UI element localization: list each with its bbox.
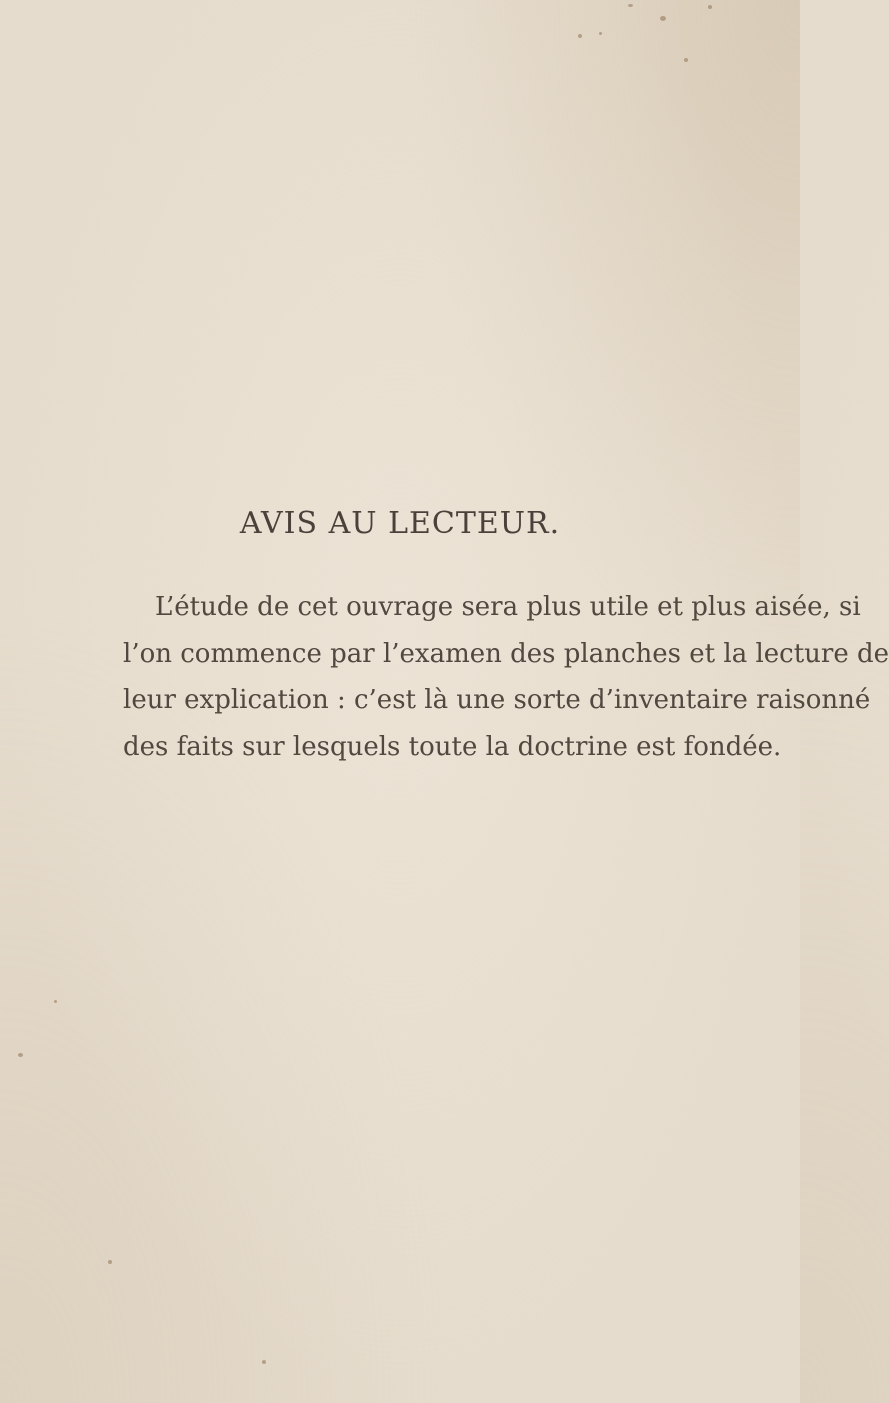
paper-speck (599, 32, 602, 35)
paper-speck (684, 58, 688, 62)
page-heading: AVIS AU LECTEUR. (239, 506, 561, 541)
paragraph-line: l’on commence par l’examen des planches et la lecture de (123, 638, 889, 669)
paper-speck (578, 34, 582, 38)
paragraph-line: leur explication : c’est là une sorte d’inventaire raisonné (123, 685, 871, 715)
paper-speck (708, 5, 712, 9)
paper-speck (54, 1000, 57, 1003)
paper-speck (262, 1360, 266, 1364)
paper-speck (628, 4, 633, 7)
notice-paragraph (123, 584, 889, 770)
paper-speck (660, 16, 666, 21)
paragraph-line: des faits sur lesquels toute la doctrine est fondée. (123, 731, 782, 762)
paragraph-line: L’étude de cet ouvrage sera plus utile et plus aisée, si (155, 592, 861, 622)
paper-speck (18, 1053, 23, 1057)
paper-speck (108, 1260, 112, 1264)
